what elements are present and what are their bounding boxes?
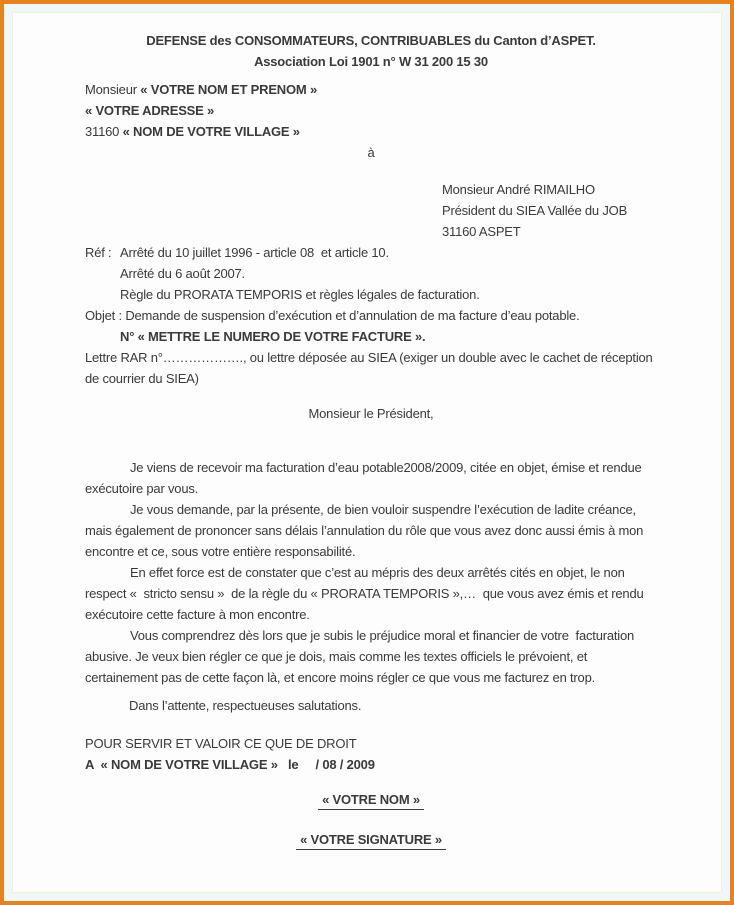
legal-line: POUR SERVIR ET VALOIR CE QUE DE DROIT: [85, 736, 357, 751]
closing-line: Dans l’attente, respectueuses salutations.: [129, 698, 362, 713]
recipient-name: Monsieur André RIMAILHO: [442, 182, 595, 197]
sender-name-line: [85, 79, 657, 100]
letter-to-word: à: [367, 145, 375, 160]
reference-text-1: Arrêté du 10 juillet 1996 - article 08 et article 10.: [120, 245, 389, 260]
reference-block: [85, 242, 657, 305]
subject-block: [85, 305, 657, 347]
letter-page: [12, 12, 722, 893]
sender-village-placeholder: « NOM DE VOTRE VILLAGE »: [122, 124, 300, 139]
reference-text-3: Règle du PRORATA TEMPORIS et règles légales de facturation.: [120, 287, 480, 302]
greeting-line: Monsieur le Président,: [308, 406, 434, 421]
legal-block: [85, 733, 657, 775]
body-paragraph-4: Vous comprendrez dès lors que je subis le préjudice moral et financier de votre facturation abusive. Je veux bien régler ce que je dois, mais comme les textes officiels le prévoient, et certainement pas de cette façon là, et encore moins régler ce que vous me facturez en trop.: [85, 628, 638, 685]
signature-name-slot: [85, 789, 657, 810]
reference-text-2: Arrêté du 6 août 2007.: [120, 266, 245, 281]
invoice-number-line: N° « METTRE LE NUMERO DE VOTRE FACTURE ».: [120, 329, 426, 344]
org-subtitle: Association Loi 1901 n° W 31 200 15 30: [254, 54, 488, 69]
letterhead: [85, 30, 657, 72]
sender-city-line: [85, 121, 657, 142]
letter-body: [85, 457, 657, 688]
recipient-city: 31160 ASPET: [442, 224, 521, 239]
sender-postal-code: 31160: [85, 124, 123, 139]
signature-slot: [85, 829, 657, 850]
sender-block: [85, 79, 657, 142]
signature-name-placeholder: « VOTRE NOM »: [318, 790, 424, 810]
body-paragraph-3: En effet force est de constater que c’est au mépris des deux arrêtés cités en objet, le non respect « stricto sensu » de la règle du « PRORATA TEMPORIS »,… que vous avez émis et rendu exécutoire cette facture à mon encontre.: [85, 565, 647, 622]
sender-address-line: « VOTRE ADRESSE »: [85, 103, 215, 118]
sender-salutation: Monsieur: [85, 82, 141, 97]
signature-placeholder: « VOTRE SIGNATURE »: [296, 830, 446, 850]
body-paragraph-2: Je vous demande, par la présente, de bien vouloir suspendre l’exécution de ladite créance, mais également de prononcer sans délais l’annulation du rôle que vous avez donc aussi émis à mon encontre et ce, sous votre entière responsabilité.: [85, 502, 647, 559]
sender-name-placeholder: « VOTRE NOM ET PRENOM »: [140, 82, 317, 97]
recipient-block: [442, 179, 657, 242]
reference-line-1: [85, 242, 657, 263]
subject-line: [85, 305, 657, 326]
subject-text: Demande de suspension d’exécution et d’annulation de ma facture d’eau potable.: [121, 308, 580, 323]
rar-line: Lettre RAR n°………………., ou lettre déposée au SIEA (exiger un double avec le cachet de réception de courrier du SIEA): [85, 350, 657, 386]
subject-label: Objet :: [85, 308, 122, 323]
body-paragraph-1: Je viens de recevoir ma facturation d’eau potable2008/2009, citée en objet, émise et rendue exécutoire par vous.: [85, 460, 645, 496]
org-title: DEFENSE des CONSOMMATEURS, CONTRIBUABLES du Canton d’ASPET.: [146, 33, 596, 48]
recipient-title: Président du SIEA Vallée du JOB: [442, 203, 628, 218]
reference-label: Réf :: [85, 245, 112, 260]
date-line: A « NOM DE VOTRE VILLAGE » le / 08 / 2009: [85, 757, 375, 772]
